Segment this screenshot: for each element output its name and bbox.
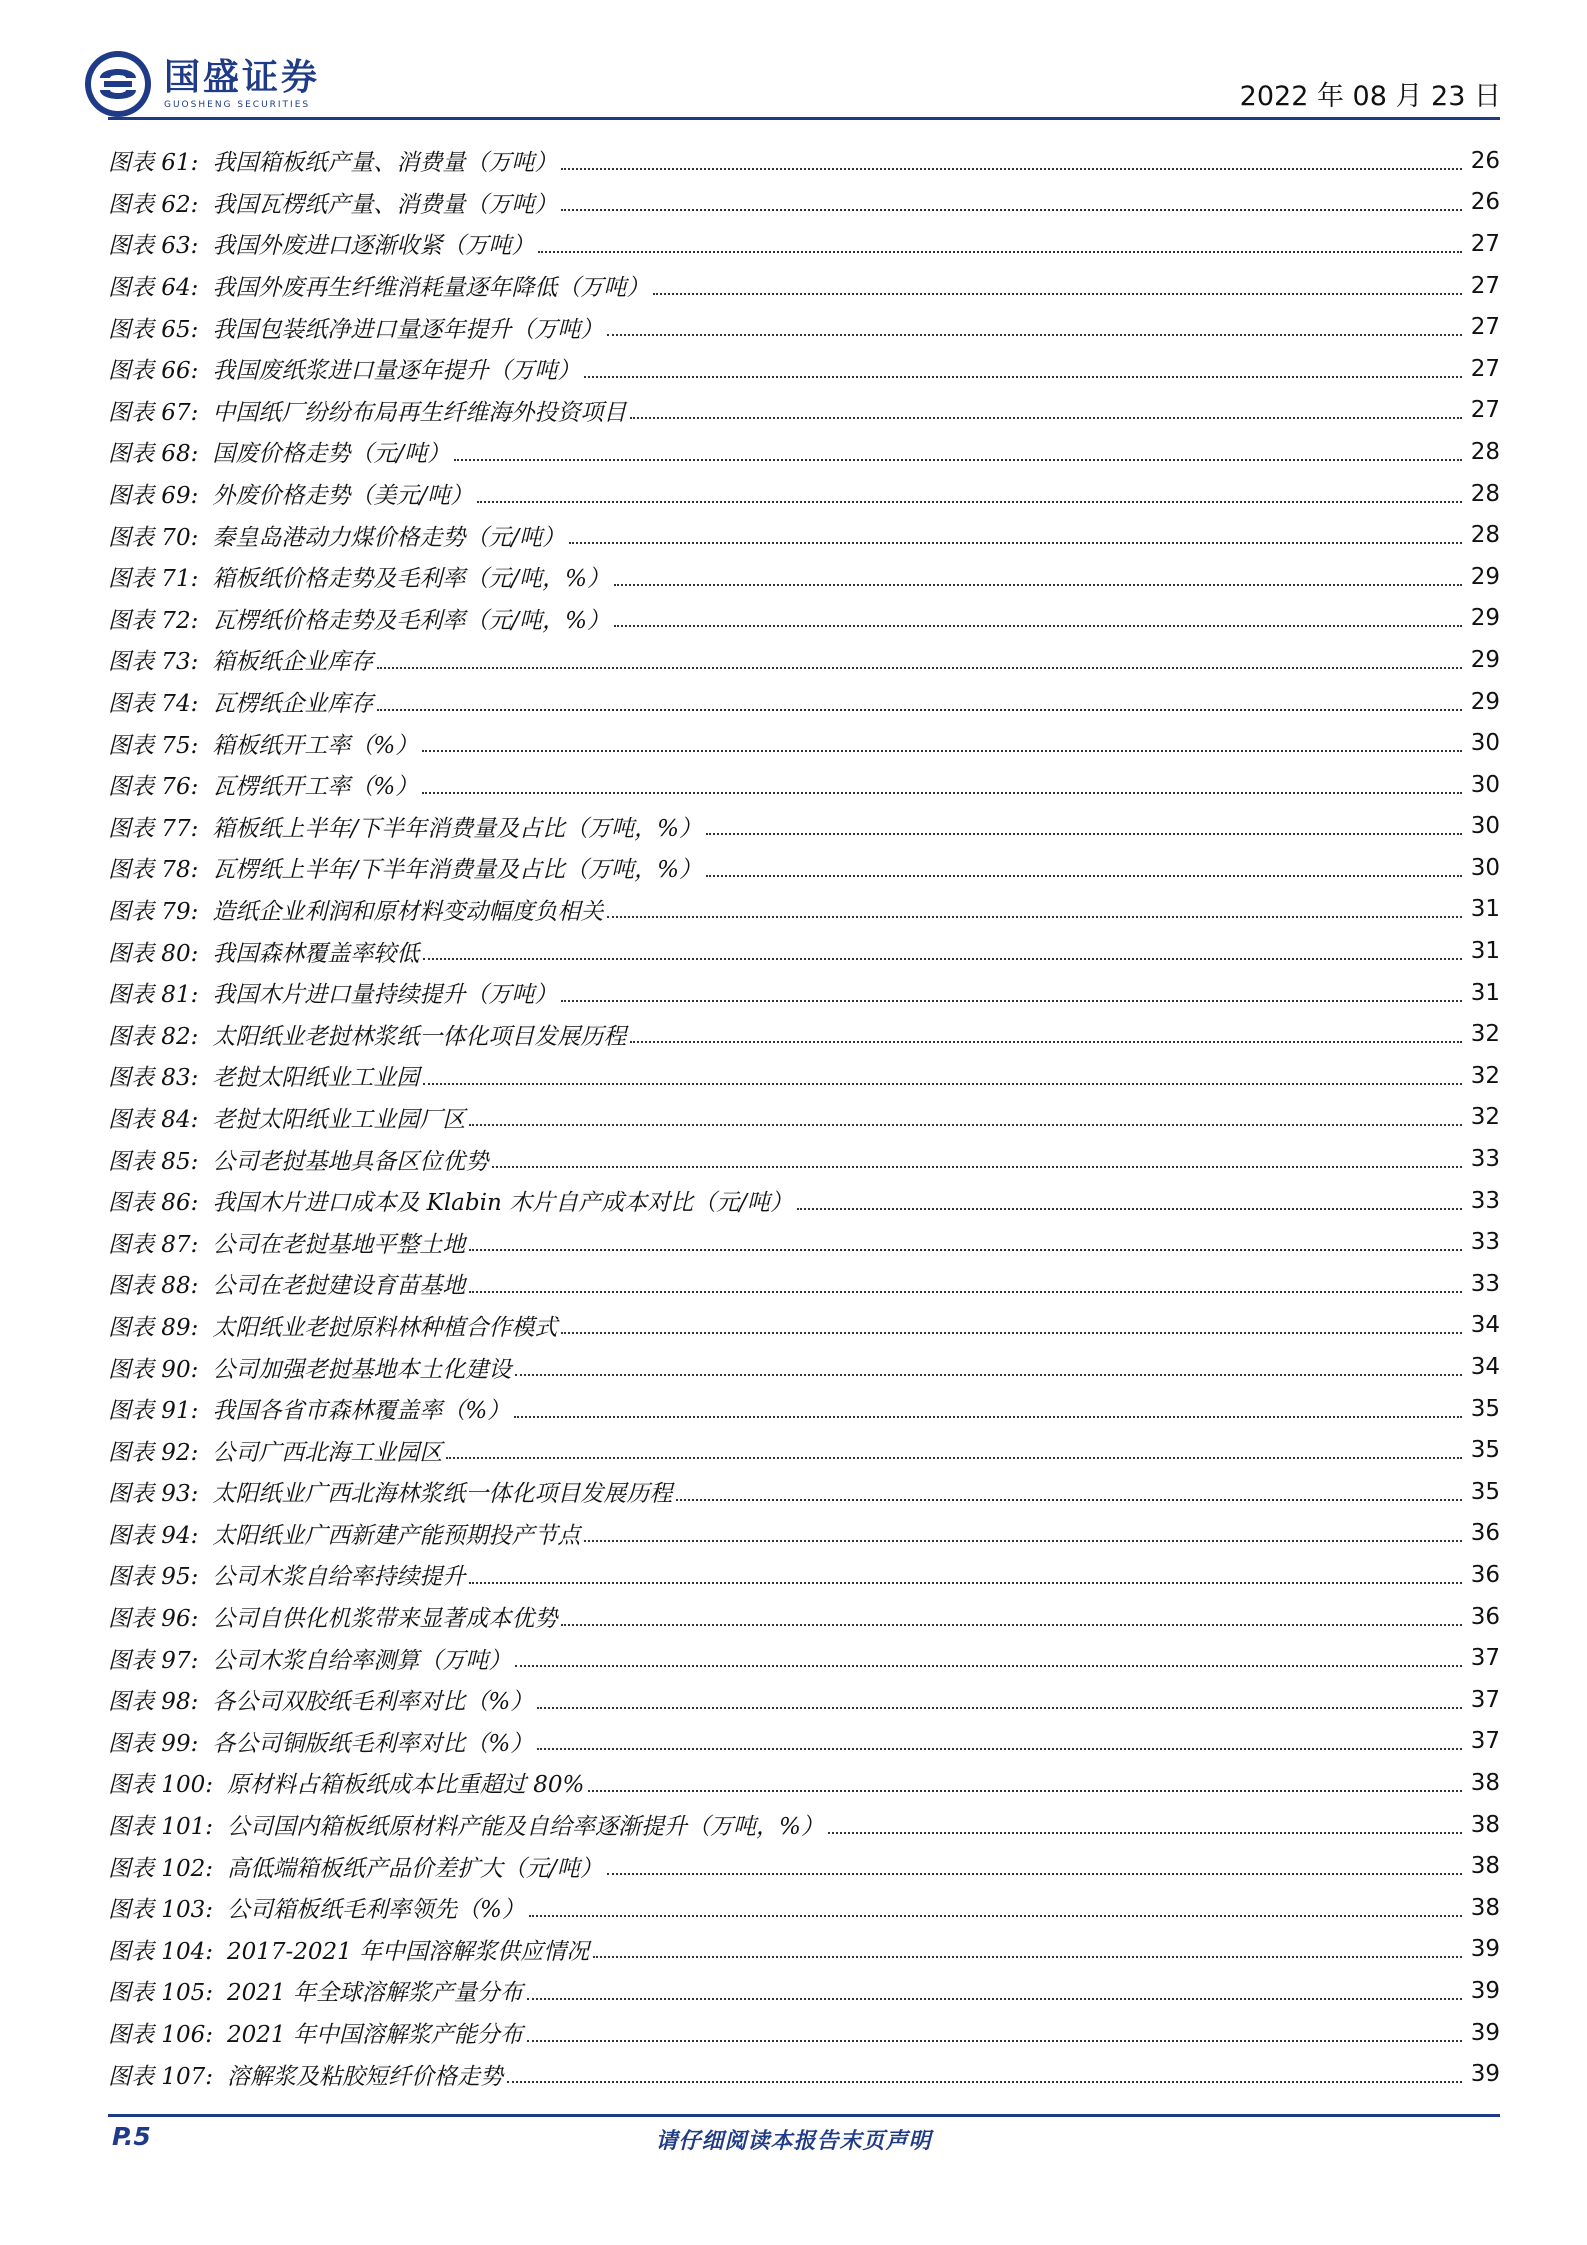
toc-dot-leader	[607, 1873, 1462, 1875]
toc-dot-leader	[514, 1416, 1462, 1418]
company-logo	[82, 48, 320, 120]
toc-entry-page: 27	[1470, 397, 1500, 424]
toc-dot-leader	[515, 1374, 1462, 1376]
toc-entry-page: 35	[1470, 1437, 1500, 1464]
toc-dot-leader	[593, 1956, 1462, 1958]
toc-dot-leader	[630, 417, 1462, 419]
toc-entry-title: 我国瓦楞纸产量、消费量（万吨）	[212, 191, 558, 218]
toc-entry-label: 图表 96:	[108, 1606, 199, 1633]
toc-entry-title: 箱板纸开工率（%）	[212, 732, 419, 759]
toc-entry-label: 图表 83:	[108, 1065, 199, 1092]
toc-entry-title: 各公司双胶纸毛利率对比（%）	[212, 1689, 534, 1716]
toc-entry[interactable]	[108, 764, 1500, 806]
toc-dot-leader	[469, 1582, 1462, 1584]
toc-dot-leader	[676, 1499, 1462, 1501]
toc-entry-label: 图表 90:	[108, 1356, 199, 1383]
logo-english-name: GUOSHENG SECURITIES	[164, 100, 311, 110]
toc-entry-title: 高低端箱板纸产品价差扩大（元/吨）	[226, 1855, 603, 1882]
toc-entry-title: 我国废纸浆进口量逐年提升（万吨）	[212, 358, 581, 385]
toc-dot-leader	[607, 916, 1462, 918]
toc-dot-leader	[561, 1332, 1462, 1334]
toc-entry-title: 2017-2021 年中国溶解浆供应情况	[226, 1938, 590, 1965]
toc-entry[interactable]	[108, 2053, 1500, 2095]
toc-entry-title: 箱板纸企业库存	[212, 649, 374, 676]
toc-dot-leader	[423, 958, 1462, 960]
toc-entry-page: 31	[1470, 979, 1500, 1006]
toc-entry-title: 太阳纸业广西新建产能预期投产节点	[212, 1522, 581, 1549]
toc-dot-leader	[653, 293, 1462, 295]
toc-entry-label: 图表 78:	[108, 857, 199, 884]
toc-entry-title: 公司广西北海工业园区	[212, 1439, 443, 1466]
toc-entry-page: 35	[1470, 1478, 1500, 1505]
toc-entry-title: 中国纸厂纷纷布局再生纤维海外投资项目	[212, 399, 627, 426]
toc-entry-page: 35	[1470, 1395, 1500, 1422]
toc-entry-title: 太阳纸业老挝林浆纸一体化项目发展历程	[212, 1023, 627, 1050]
toc-entry[interactable]	[108, 1429, 1500, 1471]
toc-entry-page: 37	[1470, 1645, 1500, 1672]
toc-entry-title: 公司自供化机浆带来显著成本优势	[212, 1606, 558, 1633]
toc-entry-title: 公司木浆自给率持续提升	[212, 1564, 466, 1591]
toc-entry-label: 图表 62:	[108, 191, 199, 218]
toc-entry[interactable]	[108, 806, 1500, 848]
toc-entry-label: 图表 91:	[108, 1398, 199, 1425]
toc-entry-title: 我国各省市森林覆盖率（%）	[212, 1398, 511, 1425]
toc-entry-page: 38	[1470, 1811, 1500, 1838]
toc-entry[interactable]	[108, 1097, 1500, 1139]
toc-entry-label: 图表 107:	[108, 2063, 213, 2090]
toc-entry-title: 瓦楞纸企业库存	[212, 691, 374, 718]
toc-entry-title: 老挝太阳纸业工业园	[212, 1065, 420, 1092]
toc-dot-leader	[607, 334, 1462, 336]
page-number: P.5	[112, 2122, 151, 2151]
toc-entry[interactable]	[108, 1721, 1500, 1763]
toc-dot-leader	[706, 833, 1462, 835]
toc-dot-leader	[797, 1208, 1462, 1210]
toc-dot-leader	[527, 2040, 1462, 2042]
toc-dot-leader	[614, 584, 1462, 586]
toc-entry-label: 图表 86:	[108, 1190, 199, 1217]
toc-entry-page: 34	[1470, 1354, 1500, 1381]
toc-entry-page: 30	[1470, 854, 1500, 881]
toc-entry[interactable]	[108, 1929, 1500, 1971]
toc-entry[interactable]	[108, 390, 1500, 432]
toc-entry-page: 39	[1470, 2019, 1500, 2046]
toc-entry-label: 图表 95:	[108, 1564, 199, 1591]
toc-dot-leader	[828, 1832, 1462, 1834]
toc-entry[interactable]	[108, 1388, 1500, 1430]
toc-entry-title: 箱板纸价格走势及毛利率（元/吨，%）	[212, 566, 610, 593]
toc-entry-title: 瓦楞纸上半年/下半年消费量及占比（万吨，%）	[212, 857, 702, 884]
toc-entry[interactable]	[108, 140, 1500, 182]
toc-entry-page: 27	[1470, 314, 1500, 341]
page-header	[0, 0, 1587, 120]
toc-entry-label: 图表 81:	[108, 982, 199, 1009]
toc-entry-label: 图表 102:	[108, 1855, 213, 1882]
toc-entry-page: 32	[1470, 1104, 1500, 1131]
toc-entry-label: 图表 63:	[108, 233, 199, 260]
toc-entry-page: 26	[1470, 147, 1500, 174]
toc-dot-leader	[614, 625, 1462, 627]
toc-entry-page: 33	[1470, 1146, 1500, 1173]
toc-entry[interactable]	[108, 514, 1500, 556]
toc-entry-title: 瓦楞纸价格走势及毛利率（元/吨，%）	[212, 607, 610, 634]
toc-entry-label: 图表 106:	[108, 2022, 213, 2049]
toc-entry[interactable]	[108, 1637, 1500, 1679]
toc-entry[interactable]	[108, 431, 1500, 473]
toc-entry-page: 36	[1470, 1520, 1500, 1547]
toc-entry[interactable]	[108, 1221, 1500, 1263]
toc-entry-page: 32	[1470, 1062, 1500, 1089]
toc-entry-label: 图表 94:	[108, 1522, 199, 1549]
toc-dot-leader	[561, 209, 1462, 211]
toc-entry-page: 39	[1470, 1977, 1500, 2004]
toc-entry-title: 秦皇岛港动力煤价格走势（元/吨）	[212, 524, 566, 551]
toc-entry-label: 图表 64:	[108, 275, 199, 302]
toc-entry-page: 28	[1470, 522, 1500, 549]
toc-dot-leader	[454, 459, 1462, 461]
toc-entry-label: 图表 80:	[108, 940, 199, 967]
guosheng-logo-icon	[82, 48, 154, 120]
toc-entry[interactable]	[108, 1180, 1500, 1222]
toc-entry-title: 太阳纸业老挝原料林种植合作模式	[212, 1314, 558, 1341]
toc-entry-page: 31	[1470, 938, 1500, 965]
toc-entry[interactable]	[108, 1305, 1500, 1347]
header-divider	[108, 117, 1500, 120]
toc-entry-label: 图表 70:	[108, 524, 199, 551]
toc-entry[interactable]	[108, 348, 1500, 390]
toc-entry-label: 图表 104:	[108, 1938, 213, 1965]
toc-entry-title: 造纸企业利润和原材料变动幅度负相关	[212, 898, 604, 925]
toc-entry-title: 瓦楞纸开工率（%）	[212, 774, 419, 801]
toc-entry-page: 33	[1470, 1270, 1500, 1297]
toc-entry[interactable]	[108, 1887, 1500, 1929]
toc-entry-title: 我国木片进口成本及 Klabin 木片自产成本对比（元/吨）	[212, 1190, 793, 1217]
toc-entry-label: 图表 75:	[108, 732, 199, 759]
toc-entry-title: 公司国内箱板纸原材料产能及自给率逐渐提升（万吨，%）	[226, 1814, 824, 1841]
toc-entry-page: 30	[1470, 813, 1500, 840]
toc-entry-page: 32	[1470, 1021, 1500, 1048]
toc-entry[interactable]	[108, 1055, 1500, 1097]
toc-entry[interactable]	[108, 1845, 1500, 1887]
toc-entry[interactable]	[108, 556, 1500, 598]
toc-entry-label: 图表 100:	[108, 1772, 213, 1799]
toc-entry-title: 公司加强老挝基地本土化建设	[212, 1356, 512, 1383]
toc-entry-page: 36	[1470, 1603, 1500, 1630]
toc-entry-label: 图表 98:	[108, 1689, 199, 1716]
toc-entry-title: 外废价格走势（美元/吨）	[212, 483, 474, 510]
toc-dot-leader	[584, 1540, 1462, 1542]
toc-entry-page: 29	[1470, 605, 1500, 632]
toc-dot-leader	[515, 1665, 1462, 1667]
toc-entry-page: 27	[1470, 355, 1500, 382]
toc-entry-label: 图表 92:	[108, 1439, 199, 1466]
toc-entry-label: 图表 87:	[108, 1231, 199, 1258]
toc-entry-label: 图表 85:	[108, 1148, 199, 1175]
toc-entry[interactable]	[108, 1471, 1500, 1513]
toc-entry-title: 太阳纸业广西北海林浆纸一体化项目发展历程	[212, 1481, 673, 1508]
toc-entry-page: 39	[1470, 2061, 1500, 2088]
toc-entry-label: 图表 69:	[108, 483, 199, 510]
toc-entry[interactable]	[108, 722, 1500, 764]
toc-entry[interactable]	[108, 306, 1500, 348]
toc-entry-label: 图表 72:	[108, 607, 199, 634]
toc-entry-label: 图表 68:	[108, 441, 199, 468]
toc-dot-leader	[561, 1000, 1462, 1002]
toc-entry-title: 公司箱板纸毛利率领先（%）	[226, 1897, 525, 1924]
toc-entry[interactable]	[108, 1679, 1500, 1721]
toc-entry-title: 我国木片进口量持续提升（万吨）	[212, 982, 558, 1009]
toc-entry[interactable]	[108, 972, 1500, 1014]
toc-entry-page: 34	[1470, 1312, 1500, 1339]
toc-dot-leader	[630, 1041, 1462, 1043]
toc-dot-leader	[706, 875, 1462, 877]
toc-dot-leader	[537, 1707, 1462, 1709]
toc-entry-title: 国废价格走势（元/吨）	[212, 441, 451, 468]
figure-index-list	[108, 140, 1500, 2095]
toc-entry[interactable]	[108, 930, 1500, 972]
toc-entry-page: 29	[1470, 563, 1500, 590]
toc-dot-leader	[569, 542, 1462, 544]
toc-entry-title: 我国森林覆盖率较低	[212, 940, 420, 967]
toc-entry-label: 图表 93:	[108, 1481, 199, 1508]
toc-entry-page: 27	[1470, 230, 1500, 257]
toc-entry[interactable]	[108, 1762, 1500, 1804]
toc-entry-label: 图表 99:	[108, 1730, 199, 1757]
toc-entry[interactable]	[108, 265, 1500, 307]
toc-entry-label: 图表 61:	[108, 150, 199, 177]
toc-entry[interactable]	[108, 1263, 1500, 1305]
toc-entry-page: 30	[1470, 730, 1500, 757]
toc-dot-leader	[538, 251, 1462, 253]
toc-entry-page: 37	[1470, 1728, 1500, 1755]
toc-entry[interactable]	[108, 1013, 1500, 1055]
toc-entry[interactable]	[108, 1554, 1500, 1596]
toc-entry-page: 26	[1470, 189, 1500, 216]
toc-entry-label: 图表 71:	[108, 566, 199, 593]
toc-entry-label: 图表 66:	[108, 358, 199, 385]
toc-entry[interactable]	[108, 1596, 1500, 1638]
toc-entry-title: 公司老挝基地具备区位优势	[212, 1148, 489, 1175]
footer-divider	[108, 2114, 1500, 2117]
toc-dot-leader	[537, 1748, 1462, 1750]
toc-entry-title: 2021 年中国溶解浆产能分布	[226, 2022, 523, 2049]
toc-entry-title: 箱板纸上半年/下半年消费量及占比（万吨，%）	[212, 815, 702, 842]
toc-entry[interactable]	[108, 182, 1500, 224]
toc-dot-leader	[561, 168, 1462, 170]
toc-entry-page: 38	[1470, 1894, 1500, 1921]
toc-dot-leader	[588, 1790, 1462, 1792]
toc-dot-leader	[507, 2081, 1462, 2083]
toc-entry-page: 33	[1470, 1229, 1500, 1256]
toc-entry-label: 图表 89:	[108, 1314, 199, 1341]
toc-entry-label: 图表 65:	[108, 316, 199, 343]
toc-entry-label: 图表 82:	[108, 1023, 199, 1050]
toc-entry-title: 我国包装纸净进口量逐年提升（万吨）	[212, 316, 604, 343]
toc-dot-leader	[469, 1291, 1462, 1293]
toc-entry-title: 我国外废进口逐渐收紧（万吨）	[212, 233, 535, 260]
toc-dot-leader	[529, 1915, 1462, 1917]
toc-entry-label: 图表 74:	[108, 691, 199, 718]
toc-entry-label: 图表 88:	[108, 1273, 199, 1300]
toc-entry-page: 27	[1470, 272, 1500, 299]
toc-entry-label: 图表 101:	[108, 1814, 213, 1841]
toc-dot-leader	[527, 1998, 1462, 2000]
toc-entry-title: 2021 年全球溶解浆产量分布	[226, 1980, 523, 2007]
toc-dot-leader	[377, 667, 1462, 669]
toc-entry-label: 图表 73:	[108, 649, 199, 676]
toc-dot-leader	[377, 709, 1462, 711]
toc-entry[interactable]	[108, 847, 1500, 889]
toc-entry-label: 图表 76:	[108, 774, 199, 801]
toc-dot-leader	[561, 1624, 1462, 1626]
toc-entry-title: 原材料占箱板纸成本比重超过 80%	[226, 1772, 585, 1799]
toc-entry[interactable]	[108, 1513, 1500, 1555]
logo-chinese-name: 国盛证券	[164, 57, 321, 98]
toc-entry-label: 图表 84:	[108, 1106, 199, 1133]
disclaimer-note: 请仔细阅读本报告末页声明	[655, 2129, 932, 2154]
toc-dot-leader	[422, 792, 1462, 794]
toc-entry-label: 图表 67:	[108, 399, 199, 426]
toc-dot-leader	[469, 1249, 1462, 1251]
toc-entry-title: 我国外废再生纤维消耗量逐年降低（万吨）	[212, 275, 650, 302]
toc-entry-title: 各公司铜版纸毛利率对比（%）	[212, 1730, 534, 1757]
toc-entry-page: 36	[1470, 1561, 1500, 1588]
toc-entry[interactable]	[108, 598, 1500, 640]
toc-entry-label: 图表 97:	[108, 1647, 199, 1674]
toc-entry-label: 图表 103:	[108, 1897, 213, 1924]
toc-entry[interactable]	[108, 681, 1500, 723]
toc-entry-title: 公司在老挝基地平整土地	[212, 1231, 466, 1258]
toc-entry-title: 我国箱板纸产量、消费量（万吨）	[212, 150, 558, 177]
toc-entry-page: 39	[1470, 1936, 1500, 1963]
toc-entry-label: 图表 105:	[108, 1980, 213, 2007]
toc-entry-page: 31	[1470, 896, 1500, 923]
toc-entry[interactable]	[108, 1138, 1500, 1180]
toc-entry[interactable]	[108, 1970, 1500, 2012]
toc-entry-title: 溶解浆及粘胶短纤价格走势	[226, 2063, 503, 2090]
toc-dot-leader	[422, 750, 1462, 752]
toc-dot-leader	[469, 1124, 1462, 1126]
toc-dot-leader	[584, 376, 1462, 378]
toc-entry[interactable]	[108, 639, 1500, 681]
toc-dot-leader	[423, 1083, 1462, 1085]
toc-entry-page: 28	[1470, 438, 1500, 465]
toc-entry-page: 30	[1470, 771, 1500, 798]
toc-entry-page: 29	[1470, 646, 1500, 673]
toc-entry[interactable]	[108, 1346, 1500, 1388]
toc-entry-page: 37	[1470, 1686, 1500, 1713]
toc-entry[interactable]	[108, 1804, 1500, 1846]
toc-entry-title: 公司木浆自给率测算（万吨）	[212, 1647, 512, 1674]
toc-entry-label: 图表 79:	[108, 898, 199, 925]
toc-entry-label: 图表 77:	[108, 815, 199, 842]
toc-entry-page: 38	[1470, 1853, 1500, 1880]
toc-dot-leader	[492, 1166, 1462, 1168]
toc-entry[interactable]	[108, 889, 1500, 931]
toc-entry-title: 老挝太阳纸业工业园厂区	[212, 1106, 466, 1133]
toc-entry-page: 38	[1470, 1769, 1500, 1796]
toc-entry-title: 公司在老挝建设育苗基地	[212, 1273, 466, 1300]
toc-entry-page: 29	[1470, 688, 1500, 715]
toc-entry[interactable]	[108, 2012, 1500, 2054]
toc-dot-leader	[446, 1457, 1462, 1459]
toc-entry-page: 28	[1470, 480, 1500, 507]
toc-entry[interactable]	[108, 473, 1500, 515]
toc-entry[interactable]	[108, 223, 1500, 265]
toc-dot-leader	[477, 501, 1462, 503]
report-date: 2022 年 08 月 23 日	[1239, 81, 1501, 112]
toc-entry-page: 33	[1470, 1187, 1500, 1214]
